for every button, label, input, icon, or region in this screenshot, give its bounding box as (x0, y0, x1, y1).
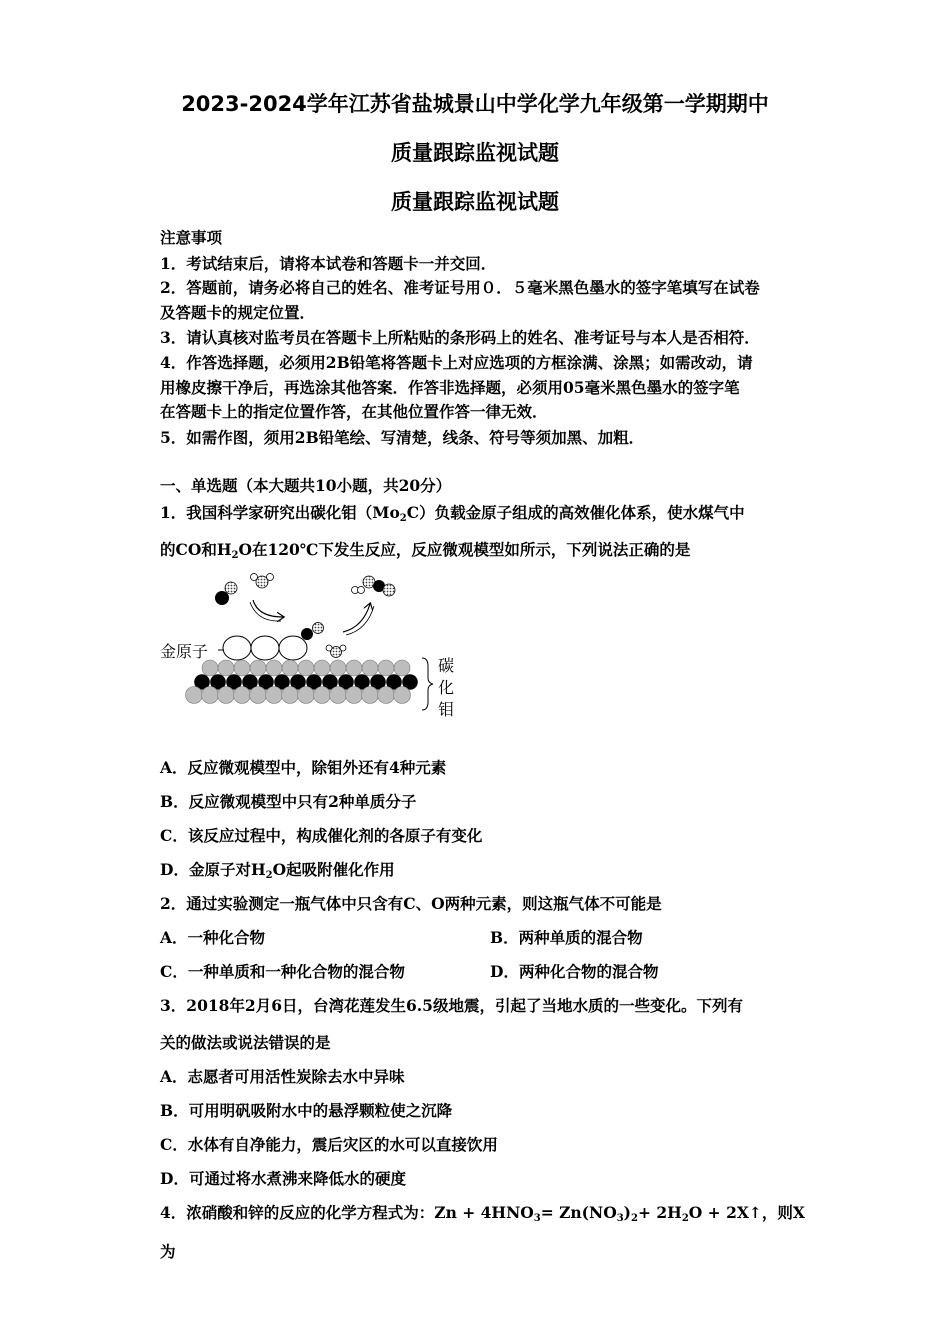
note-item: 3．请认真核对监考员在答题卡上所粘贴的条形码上的姓名、准考证号与本人是否相符． (160, 328, 760, 347)
molybdenum-atom (314, 660, 330, 676)
q3-option-b: B．可用明矾吸附水中的悬浮颗粒使之沉降 (160, 1101, 453, 1120)
oxygen-atom (313, 623, 324, 634)
molybdenum-atom (346, 687, 363, 704)
gold-atom (251, 636, 279, 660)
molybdenum-atom (202, 660, 218, 676)
molybdenum-atom (234, 687, 251, 704)
q2-option-d: D．两种化合物的混合物 (490, 962, 659, 981)
molybdenum-atom (378, 687, 395, 704)
q3-option-d: D．可通过将水煮沸来降低水的硬度 (160, 1169, 406, 1188)
molybdenum-atom (266, 660, 282, 676)
molybdenum-atom (266, 687, 283, 704)
molybdenum-carbide-layer (186, 660, 418, 704)
title-line-3: 质量跟踪监视试题 (391, 190, 559, 214)
bracket-icon (422, 658, 433, 710)
molybdenum-atom (250, 660, 266, 676)
q1-stem-line2: 的CO和$H_2O$在120℃下发生反应，反应微观模型如所示，下列说法正确的是 (160, 540, 691, 561)
note-item: 5．如需作图，须用2B铅笔绘、写清楚，线条、符号等须加黑、加粗． (160, 428, 645, 447)
carbon-atom (215, 591, 229, 605)
molybdenum-atom (202, 687, 219, 704)
mo2c-label-char: 碳 (438, 656, 455, 675)
molybdenum-atom (298, 660, 314, 676)
molybdenum-atom (314, 687, 331, 704)
title-line-2: 质量跟踪监视试题 (391, 141, 559, 165)
mo2c-label-char: 钼 (438, 700, 455, 719)
q2-option-b: B．两种单质的混合物 (490, 928, 643, 947)
molybdenum-atom (378, 660, 394, 676)
q1-option-a: A．反应微观模型中，除钼外还有4种元素 (160, 758, 447, 777)
carbon-atom (301, 628, 313, 640)
hydrogen-atom (358, 587, 365, 594)
q3-stem-line2: 关的做法或说法错误的是 (160, 1033, 331, 1052)
note-item: 及答题卡的规定位置． (160, 303, 316, 322)
molybdenum-atom (362, 660, 378, 676)
molybdenum-atom (218, 687, 235, 704)
section-heading: 一、单选题（本大题共10小题，共20分） (160, 476, 452, 495)
molybdenum-atom (330, 687, 347, 704)
notes-heading: 注意事项 (160, 228, 223, 247)
gold-atom (223, 636, 251, 660)
molybdenum-atom (234, 660, 250, 676)
q3-stem-line1: 3．2018年2月6日，台湾花莲发生6.5级地震，引起了当地水质的一些变化。下列有 (160, 996, 743, 1015)
molybdenum-atom (186, 687, 203, 704)
molybdenum-atom (394, 660, 410, 676)
q4-stem-line2: 为 (160, 1242, 176, 1261)
q1-option-b: B．反应微观模型中只有2种单质分子 (160, 792, 417, 811)
gold-atom-label: 金原子 (160, 642, 209, 661)
title-line-1: 2023-2024学年江苏省盐城景山中学化学九年级第一学期期中 (181, 92, 769, 116)
arrow-up-icon (343, 604, 370, 632)
note-item: 2．答题前，请务必将自己的姓名、准考证号用０．５毫米黑色墨水的签字笔填写在试卷 (160, 278, 760, 297)
note-item: 1．考试结束后，请将本试卷和答题卡一并交回． (160, 254, 497, 273)
oxygen-atom (225, 582, 237, 594)
molybdenum-atom (282, 660, 298, 676)
molybdenum-atom (218, 660, 234, 676)
q1-option-d: D．金原子对$H_2O$起吸附催化作用 (160, 860, 395, 881)
molybdenum-atom (346, 660, 362, 676)
q1-option-c: C．该反应过程中，构成催化剂的各原子有变化 (160, 826, 483, 845)
q2-stem: 2．通过实验测定一瓶气体中只含有C、O两种元素，则这瓶气体不可能是 (160, 894, 662, 913)
note-item: 在答题卡上的指定位置作答，在其他位置作答一律无效． (160, 402, 548, 421)
gold-atom (279, 636, 307, 660)
oxygen-atom (383, 584, 395, 596)
hydrogen-atom (326, 645, 332, 651)
q3-option-a: A．志愿者可用活性炭除去水中异味 (160, 1067, 405, 1086)
hydrogen-atom (340, 645, 346, 651)
molybdenum-atom (330, 660, 346, 676)
molybdenum-atom (394, 687, 411, 704)
note-item: 用橡皮擦干净后，再选涂其他答案．作答非选择题，必须用05毫米黑色墨水的签字笔 (160, 378, 740, 397)
molybdenum-atom (250, 687, 267, 704)
hydrogen-atom (267, 574, 274, 581)
molybdenum-atom (298, 687, 315, 704)
hydrogen-atom (251, 574, 258, 581)
molybdenum-atom (362, 687, 379, 704)
q1-stem-line1: 1．我国科学家研究出碳化钼$(Mo_2C)$负载金原子组成的高效催化体系，使水煤气中 (160, 503, 745, 524)
q2-option-a: A．一种化合物 (160, 928, 266, 947)
q3-option-c: C．水体有自净能力，震后灾区的水可以直接饮用 (160, 1135, 498, 1154)
note-item: 4．作答选择题，必须用2B铅笔将答题卡上对应选项的方框涂满、涂黑；如需改动，请 (160, 353, 753, 372)
q2-option-c: C．一种单质和一种化合物的混合物 (160, 962, 405, 981)
mo2c-label-char: 化 (438, 678, 455, 697)
molybdenum-atom (282, 687, 299, 704)
q4-stem-line1: 4．浓硝酸和锌的反应的化学方程式为：$Zn + 4HNO_3= Zn(NO_3)_2+ 2H_2O$ + 2X↑，则X (160, 1203, 805, 1224)
